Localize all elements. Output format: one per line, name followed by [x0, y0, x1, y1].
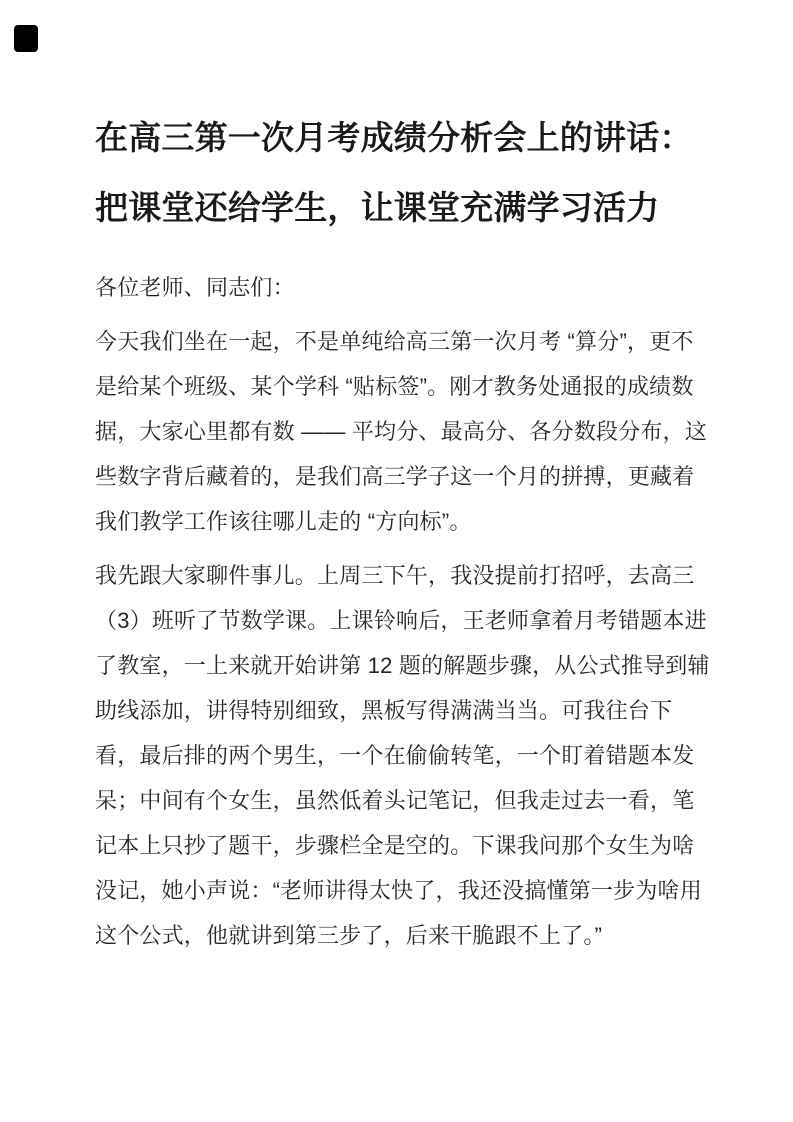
document-body: [95, 265, 711, 958]
paragraph: 我先跟大家聊件事儿。上周三下午，我没提前打招呼，去高三（3）班听了节数学课。上课铃响后，王老师拿着月考错题本进了教室，一上来就开始讲第 12 题的解题步骤，从公式推导到辅助线添加，讲得特别细致，黑板写得满满当当。可我往台下看，最后排的两个男生，一个在偷偷转笔，一个盯着错题本发呆；中间有个女生，虽然低着头记笔记，但我走过去一看，笔记本上只抄了题干，步骤栏全是空的。下课我问那个女生为啥没记，她小声说：“老师讲得太快了，我还没搞懂第一步为啥用这个公式，他就讲到第三步了，后来干脆跟不上了。”: [95, 563, 710, 948]
document-title: 在高三第一次月考成绩分析会上的讲话：把课堂还给学生，让课堂充满学习活力: [95, 119, 693, 226]
paragraph: 今天我们坐在一起，不是单纯给高三第一次月考 “算分”，更不是给某个班级、某个学科 “贴标签”。刚才教务处通报的成绩数据，大家心里都有数 —— 平均分、最高分、各分数段分布，这些数字背后藏着的，是我们高三学子这一个月的拼搏，更藏着我们教学工作该往哪儿走的 “方向标”。: [95, 329, 708, 534]
document-content: [95, 0, 711, 967]
corner-mark: [14, 25, 38, 52]
paragraph: 各位老师、同志们：: [95, 275, 295, 300]
